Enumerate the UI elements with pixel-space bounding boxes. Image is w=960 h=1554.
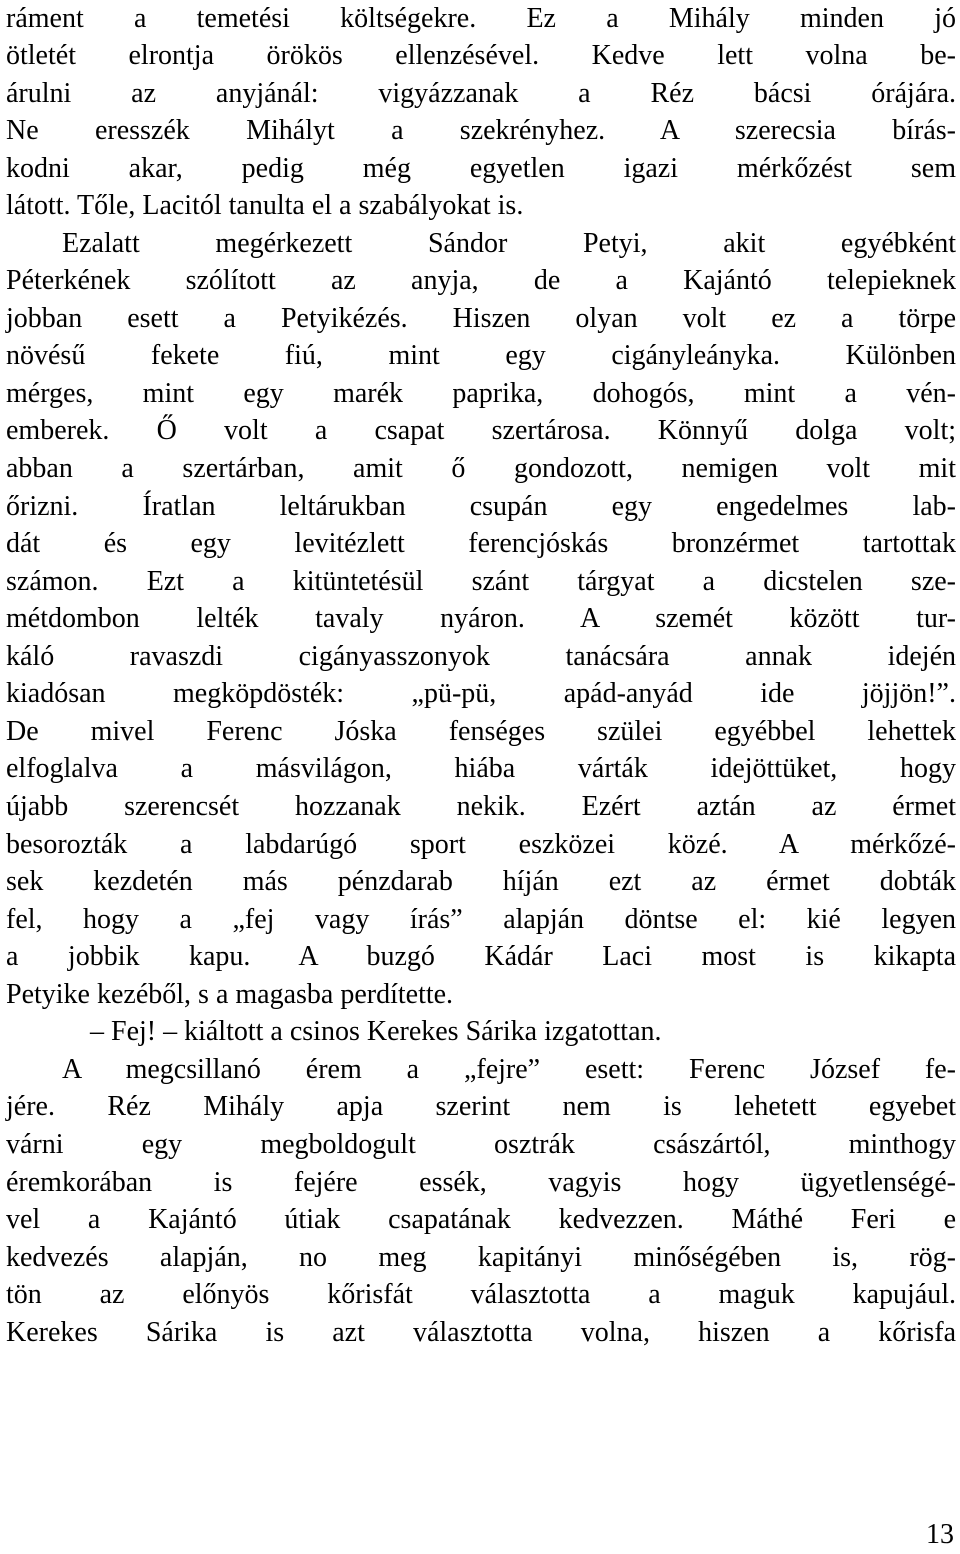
text-line: a jobbik kapu. A buzgó Kádár Laci most is kikapta [6,941,956,972]
text-line: éremkorában is fejére essék, vagyis hogy ügyetlenségé- [6,1167,956,1198]
text-line: újabb szerencsét hozzanak nekik. Ezért aztán az érmet [6,791,956,822]
text-line: kiadósan megköpdösték: „pü-pü, apád-anyád ide jöjjön!”. [6,678,956,709]
text-line: Kerekes Sárika is azt választotta volna, hiszen a kőrisfa [6,1317,956,1348]
page-number: 13 [926,1519,954,1550]
text-line: mérges, mint egy marék paprika, dohogós, mint a vén- [6,378,956,409]
text-line: Péterkének szólított az anyja, de a Kajántó telepieknek [6,265,956,296]
text-line: sek kezdetén más pénzdarab híján ezt az érmet dobták [6,866,956,897]
text-line: növésű fekete fiú, mint egy cigányleányka. Különben [6,340,956,371]
text-line: árulni az anyjánál: vigyázzanak a Réz bácsi órájára. [6,78,956,109]
paragraph-first-line: Ezalatt megérkezett Sándor Petyi, akit egyébként [62,228,956,259]
paragraph-first-line: A megcsillanó érem a „fejre” esett: Ferenc József fe- [62,1054,956,1085]
text-line: fel, hogy a „fej vagy írás” alapján döntse el: kié legyen [6,904,956,935]
text-line: jére. Réz Mihály apja szerint nem is lehetett egyebet [6,1091,956,1122]
text-line: De mivel Ferenc Jóska fenséges szülei egyébbel lehettek [6,716,956,747]
text-line: káló ravaszdi cigányasszonyok tanácsára annak idején [6,641,956,672]
text-line: tön az előnyös kőrisfát választotta a maguk kapujául. [6,1279,956,1310]
text-line: számon. Ezt a kitüntetésül szánt tárgyat a dicstelen sze- [6,566,956,597]
text-line: Petyike kezéből, s a magasba perdítette. [6,979,454,1010]
text-line: ráment a temetési költségekre. Ez a Mihály minden jó [6,3,956,34]
text-line: őrizni. Íratlan leltárukban csupán egy engedelmes lab- [6,491,956,522]
text-line: vel a Kajántó útiak csapatának kedvezzen. Máthé Feri e [6,1204,956,1235]
text-line: jobban esett a Petyikézés. Hiszen olyan volt ez a törpe [6,303,956,334]
text-line: métdombon lelték tavaly nyáron. A szemét között tur- [6,603,956,634]
dialogue-line: – Fej! – kiáltott a csinos Kerekes Sárika izgatottan. [90,1016,662,1047]
text-line: dát és egy levitézlett ferencjóskás bronzérmet tartottak [6,528,956,559]
text-line: elfoglalva a másvilágon, hiába várták idejöttüket, hogy [6,753,956,784]
text-line: besorozták a labdarúgó sport eszközei közé. A mérkőzé- [6,829,956,860]
text-line: emberek. Ő volt a csapat szertárosa. Könnyű dolga volt; [6,415,956,446]
text-line: kedvezés alapján, no meg kapitányi minőségében is, rög- [6,1242,956,1273]
text-line: kodni akar, pedig még egyetlen igazi mérkőzést sem [6,153,956,184]
text-line: várni egy megboldogult osztrák császártól, minthogy [6,1129,956,1160]
text-line: ötletét elrontja örökös ellenzésével. Kedve lett volna be- [6,40,956,71]
text-line: abban a szertárban, amit ő gondozott, nemigen volt mit [6,453,956,484]
text-line: látott. Tőle, Lacitól tanulta el a szabályokat is. [6,190,524,221]
text-line: Ne eresszék Mihályt a szekrényhez. A szerecsia bírás- [6,115,956,146]
